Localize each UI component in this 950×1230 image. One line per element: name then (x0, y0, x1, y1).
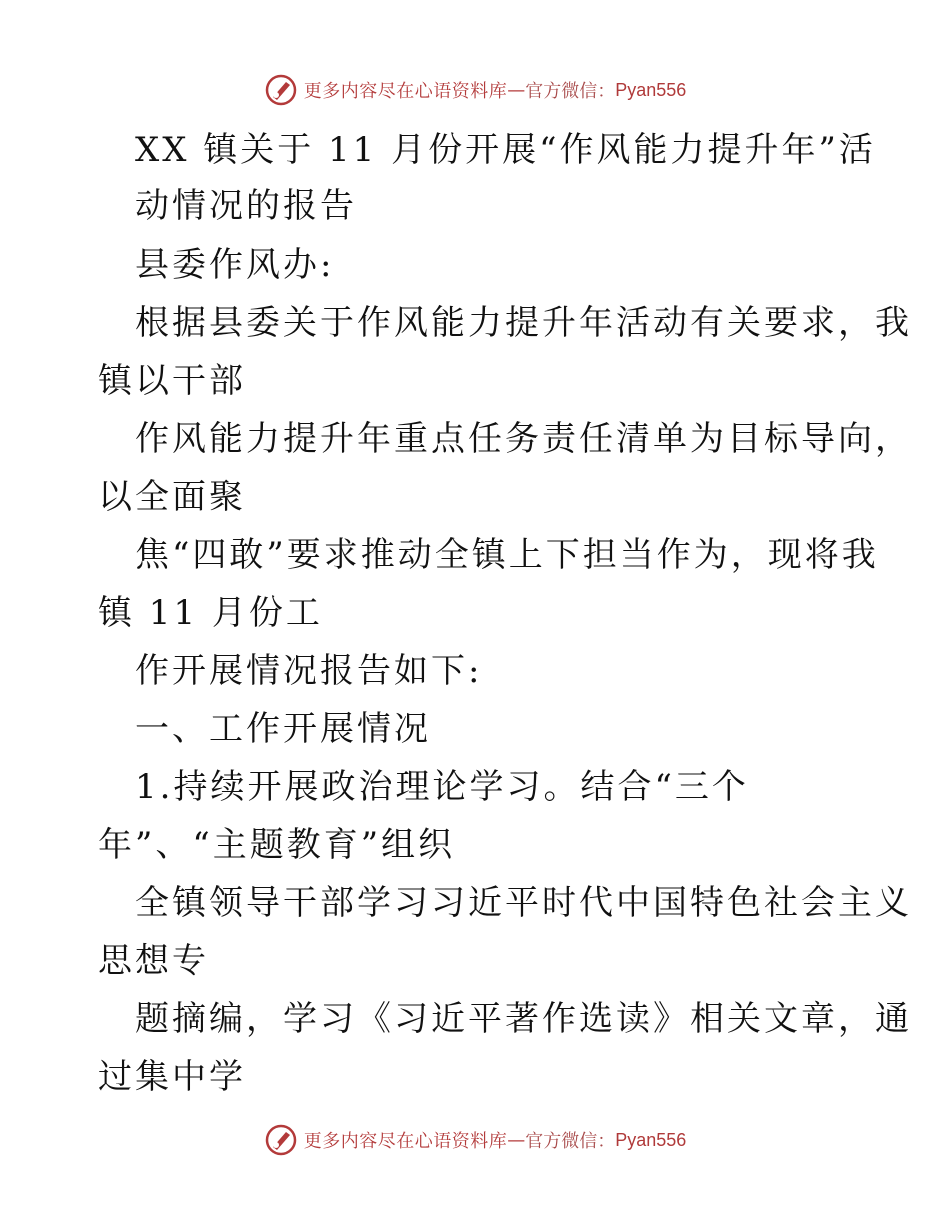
doc-paragraph-line: 作开展情况报告如下: (135, 651, 483, 691)
watermark-suffix: 官方微信： (525, 81, 616, 102)
watermark-logo-icon (264, 1123, 298, 1157)
doc-paragraph-line: 以全面聚 (98, 477, 246, 517)
watermark-suffix: 官方微信： (525, 1131, 616, 1152)
watermark-dash: — (507, 1129, 526, 1151)
doc-paragraph-line: 过集中学 (98, 1057, 246, 1097)
watermark-header (0, 70, 950, 110)
doc-paragraph-line: 年”、“主题教育”组织 (98, 825, 456, 865)
doc-paragraph-line: 全镇领导干部学习习近平时代中国特色社会主义 (135, 883, 912, 923)
doc-paragraph-line: 焦“四敢”要求推动全镇上下担当作为，现将我 (135, 535, 879, 575)
watermark-handle: Pyan556 (615, 1129, 687, 1150)
doc-paragraph-line: 题摘编，学习《习近平著作选读》相关文章，通 (135, 999, 912, 1039)
doc-paragraph-line: 1.持续开展政治理论学习。结合“三个 (135, 767, 749, 807)
doc-section-heading: 一、工作开展情况 (135, 709, 431, 749)
doc-paragraph-line: 镇以干部 (98, 361, 246, 401)
watermark-footer (0, 1120, 950, 1160)
doc-paragraph-line: 镇 11 月份工 (98, 593, 323, 633)
doc-paragraph-line: 作风能力提升年重点任务责任清单为目标导向， (135, 419, 912, 459)
watermark-text: 更多内容尽在心语资料库 (303, 1131, 508, 1152)
watermark-logo-icon (264, 73, 298, 107)
doc-title-line-2: 动情况的报告 (135, 186, 357, 226)
doc-addressee: 县委作风办: (135, 245, 335, 285)
watermark-handle: Pyan556 (615, 79, 687, 100)
doc-title-line-1: XX 镇关于 11 月份开展“作风能力提升年”活 (135, 130, 876, 170)
doc-paragraph-line: 思想专 (98, 941, 209, 981)
doc-paragraph-line: 根据县委关于作风能力提升年活动有关要求，我 (135, 303, 912, 343)
watermark-text: 更多内容尽在心语资料库 (303, 81, 508, 102)
watermark-dash: — (507, 79, 526, 101)
